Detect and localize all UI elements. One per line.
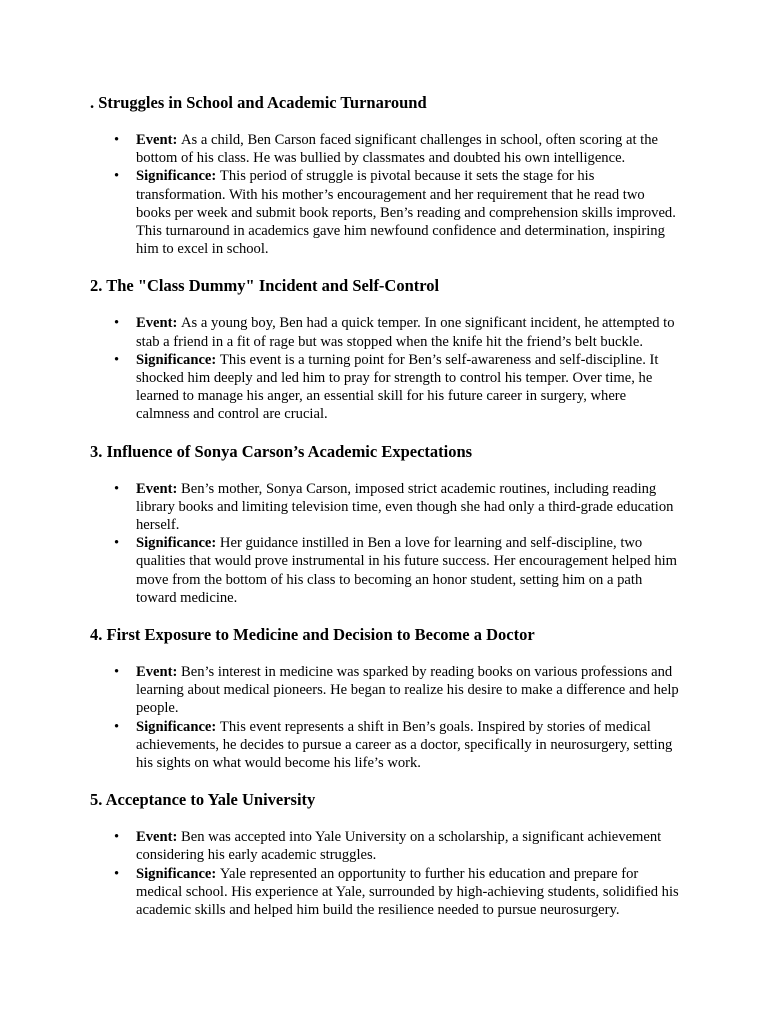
section-heading: 4. First Exposure to Medicine and Decision to Become a Doctor xyxy=(90,625,535,645)
item-text: Yale represented an opportunity to further his education and prepare for medical school. His experience at Yale, surrounded by high-achieving students, solidified his academic skills and helped him build the resilience needed to pursue neurosurgery. xyxy=(136,865,679,919)
section-heading: 3. Influence of Sonya Carson’s Academic Expectations xyxy=(90,441,473,461)
bullet-icon: • xyxy=(114,664,120,681)
item-text: This period of struggle is pivotal because it sets the stage for his transformation. With his mother’s encouragement and her requirement that he read two books per week and submit book reports, Ben’s reading and comprehension skills improved. This turnaround in academics gave him newfound confidence and determination, inspiring him to excel in school. xyxy=(136,168,676,258)
list-item xyxy=(90,480,680,535)
section-1 xyxy=(90,92,680,258)
item-term: Significance: xyxy=(136,535,220,552)
section-heading: 5. Acceptance to Yale University xyxy=(90,790,316,810)
item-text: This event is a turning point for Ben’s self-awareness and self-discipline. It shocked him deeply and led him to pray for strength to control his temper. Over time, he learned to manage his anger, an essential skill for his future career in surgery, where calmness and control are crucial. xyxy=(136,351,659,423)
list-item xyxy=(90,663,680,718)
list-item xyxy=(90,314,680,350)
bullet-icon: • xyxy=(114,480,120,497)
bullet-icon: • xyxy=(114,168,120,185)
bullet-list xyxy=(90,480,680,607)
item-term: Event: xyxy=(136,315,181,332)
item-text: Her guidance instilled in Ben a love for learning and self-discipline, two qualities that would prove instrumental in his future success. Her encouragement helped him move from the bottom of his class to becoming an honor student, setting him on a path toward medicine. xyxy=(136,535,678,606)
section-5 xyxy=(90,789,680,919)
bullet-list xyxy=(90,828,680,919)
bullet-icon: • xyxy=(114,535,120,552)
section-heading: . Struggles in School and Academic Turnaround xyxy=(90,93,427,112)
item-term: Event: xyxy=(136,829,181,846)
section-3 xyxy=(90,441,680,607)
item-term: Significance: xyxy=(136,351,220,368)
bullet-icon: • xyxy=(114,351,120,368)
list-item xyxy=(90,718,680,773)
bullet-icon: • xyxy=(114,718,120,735)
item-term: Event: xyxy=(136,132,181,148)
item-text: As a child, Ben Carson faced significant challenges in school, often scoring at the bottom of his class. He was bullied by classmates and doubted his own intelligence. xyxy=(136,132,658,167)
bullet-icon: • xyxy=(114,865,120,882)
section-2 xyxy=(90,275,680,423)
bullet-list xyxy=(90,314,680,423)
list-item xyxy=(90,865,680,920)
list-item xyxy=(90,167,680,258)
list-item xyxy=(90,131,680,167)
section-heading: 2. The "Class Dummy" Incident and Self-Control xyxy=(90,276,440,296)
list-item xyxy=(90,351,680,424)
bullet-icon: • xyxy=(114,829,120,846)
section-4 xyxy=(90,624,680,772)
item-term: Event: xyxy=(136,664,181,681)
item-term: Event: xyxy=(136,480,181,497)
list-item xyxy=(90,534,680,607)
item-term: Significance: xyxy=(136,865,220,882)
item-term: Significance: xyxy=(136,718,220,735)
bullet-list xyxy=(90,663,680,772)
item-text: This event represents a shift in Ben’s goals. Inspired by stories of medical achievements, he decides to pursue a career as a doctor, specifically in neurosurgery, setting his sights on what would become his life’s work. xyxy=(136,718,673,772)
item-term: Significance: xyxy=(136,168,220,185)
item-text: As a young boy, Ben had a quick temper. In one significant incident, he attempted to stab a friend in a fit of rage but was stopped when the knife hit the friend’s belt buckle. xyxy=(136,315,675,350)
bullet-list xyxy=(90,131,680,258)
item-text: Ben was accepted into Yale University on a scholarship, a significant achievement considering his early academic struggles. xyxy=(136,829,662,864)
item-text: Ben’s mother, Sonya Carson, imposed strict academic routines, including reading library books and limiting television time, even though she had only a third-grade education herself. xyxy=(136,480,674,534)
list-item xyxy=(90,828,680,864)
bullet-icon: • xyxy=(114,132,120,148)
bullet-icon: • xyxy=(114,315,120,332)
item-text: Ben’s interest in medicine was sparked by reading books on various professions and learning about medical pioneers. He began to realize his desire to make a difference and help people. xyxy=(136,664,679,717)
